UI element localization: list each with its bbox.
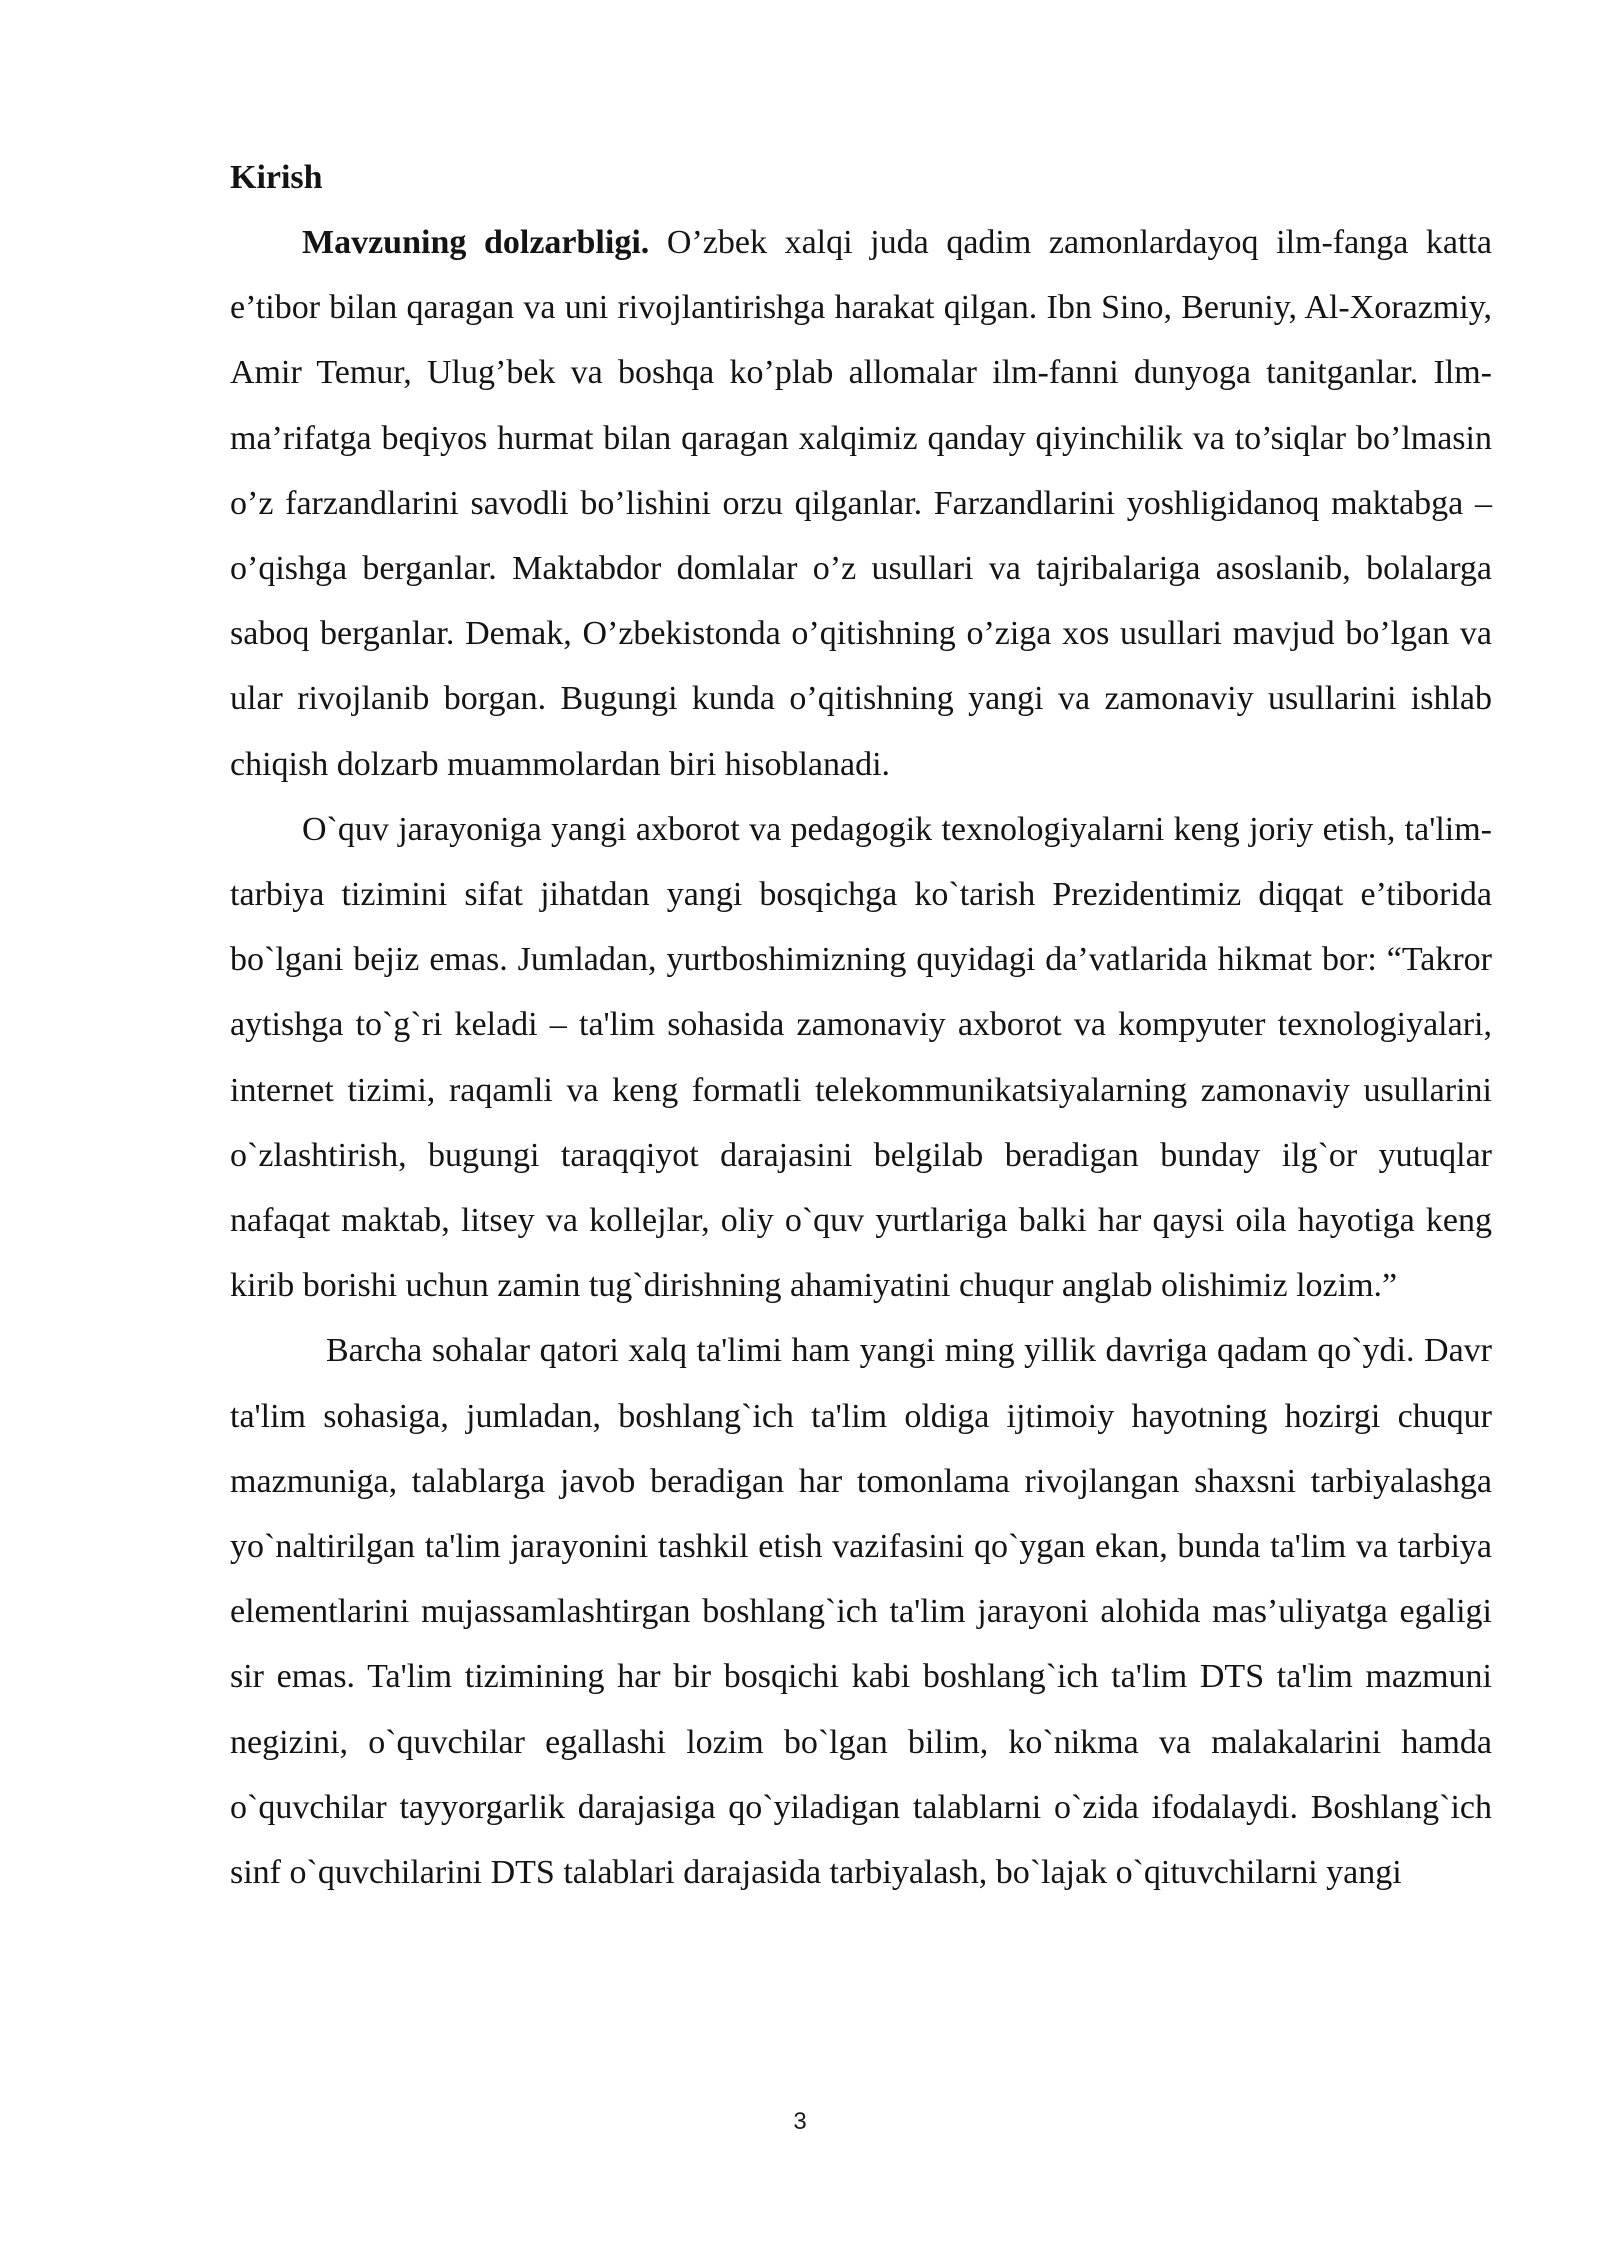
section-heading: Kirish: [230, 159, 323, 196]
paragraph-1: [230, 210, 1492, 797]
paragraph-text: O’zbek xalqi juda qadim zamonlardayoq ilm-fanga katta e’tibor bilan qaragan va uni rivojlantirishga harakat qilgan. Ibn Sino, Beruniy, Al-Xorazmiy, Amir Temur, Ulug’bek va boshqa ko’plab allomalar ilm-fanni dunyoga tanitganlar. Ilm-ma’rifatga beqiyos hurmat bilan qaragan xalqimiz qanday qiyinchilik va to’siqlar bo’lmasin o’z farzandlarini savodli bo’lishini orzu qilganlar. Farzandlarini yoshligidanoq maktabga – o’qishga berganlar. Maktabdor domlalar o’z usullari va tajribalariga asoslanib, bolalarga saboq berganlar. Demak, O’zbekistonda o’qitishning o’ziga xos usullari mavjud bo’lgan va ular rivojlanib borgan. Bugungi kunda o’qitishning yangi va zamonaviy usullarini ishlab chiqish dolzarb muammolardan biri hisoblanadi.: [230, 224, 1492, 783]
page-number: 3: [793, 2108, 807, 2135]
document-body: [230, 146, 1492, 1905]
paragraph-2: O`quv jarayoniga yangi axborot va pedagogik texnologiyalarni keng joriy etish, ta'lim-tarbiya tizimini sifat jihatdan yangi bosqichga ko`tarish Prezidentimiz diqqat e’tiborida bo`lgani bejiz emas. Jumladan, yurtboshimizning quyidagi da’vatlarida hikmat bor: “Takror aytishga to`g`ri keladi – ta'lim sohasida zamonaviy axborot va kompyuter texnologiyalari, internet tizimi, raqamli va keng formatli telekommunikatsiyalarning zamonaviy usullarini o`zlashtirish, bugungi taraqqiyot darajasini belgilab beradigan bunday ilg`or yutuqlar nafaqat maktab, litsey va kollejlar, oliy o`quv yurtlariga balki har qaysi oila hayotiga keng kirib borishi uchun zamin tug`dirishning ahamiyatini chuqur anglab olishimiz lozim.”: [230, 810, 1492, 1305]
paragraph-3: Barcha sohalar qatori xalq ta'limi ham yangi ming yillik davriga qadam qo`ydi. Davr ta'lim sohasiga, jumladan, boshlang`ich ta'lim oldiga ijtimoiy hayotning hozirgi chuqur mazmuniga, talablarga javob beradigan har tomonlama rivojlangan shaxsni tarbiyalashga yo`naltirilgan ta'lim jarayonini tashkil etish vazifasini qo`ygan ekan, bunda ta'lim va tarbiya elementlarini mujassamlashtirgan boshlang`ich ta'lim jarayoni alohida mas’uliyatga egaligi sir emas. Ta'lim tizimining har bir bosqichi kabi boshlang`ich ta'lim DTS ta'lim mazmuni negizini, o`quvchilar egallashi lozim bo`lgan bilim, ko`nikma va malakalarini hamda o`quvchilar tayyorgarlik darajasiga qo`yiladigan talablarni o`zida ifodalaydi. Boshlang`ich sinf o`quvchilarini DTS talablari darajasida tarbiyalash, bo`lajak o`qituvchilarni yangi: [230, 1332, 1492, 1892]
paragraph-lead: Mavzuning dolzarbligi.: [302, 224, 650, 261]
